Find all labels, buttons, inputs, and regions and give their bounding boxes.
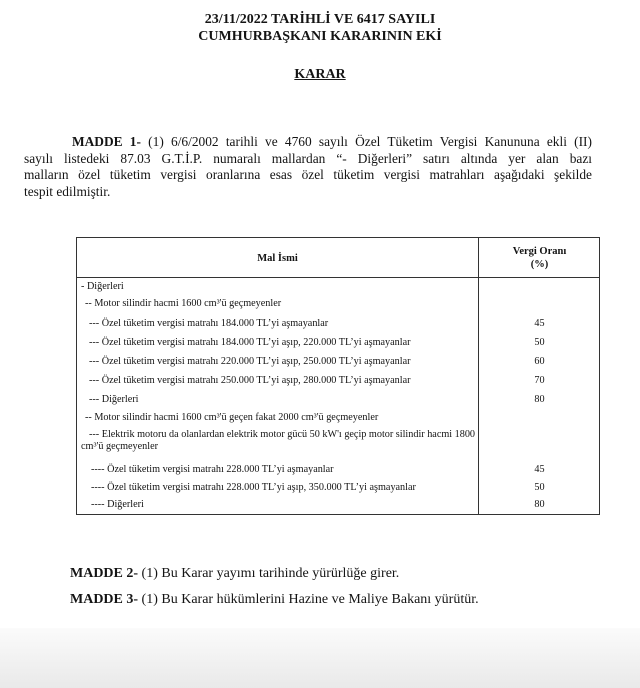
page-bottom-shadow: [0, 628, 640, 688]
section-heading: KARAR: [294, 67, 346, 82]
madde-1-line-4: tespit edilmiştir.: [24, 183, 111, 199]
document-title-line2: CUMHURBAŞKANI KARARININ EKİ: [198, 29, 442, 44]
madde-1-label: MADDE 1-: [72, 134, 141, 149]
madde-3-paragraph: MADDE 3- (1) Bu Karar hükümlerini Hazine ve Maliye Bakanı yürütür.: [70, 592, 479, 607]
document-title-line1: 23/11/2022 TARİHLİ VE 6417 SAYILI: [204, 12, 436, 27]
tax-rate-table: Mal İsmi Vergi Oranı (%) - Diğerleri -- Motor silindir hacmi 1600 cm³'ü geçmeyenler --- Özel tüketim vergisi matrahı 184.000 TL’yi aşmayanlar 45 --- Özel tüketim vergisi matrahı 184.000 TL’yi aşıp, 220.000 TL’yi aşmayanlar 50 --- Özel tüketim vergisi matrahı 220.000 TL’yi aşıp, 250.000 TL’yi aşmayanlar 60 --- Özel tüketim vergisi matrahı 250.000 TL’yi aşıp, 280.000 TL’yi aşmayanlar 70 --- Diğerleri 80 -- Motor silindir hacmi 1600 cm³'ü geçen fakat 2000 cm³'ü geçmeyenler --- Elektrik motoru da olanlardan elektrik motor gücü 50 kW'ı geçip motor silindir hacmi 1800 cm³'ü geçmeyenler ---- Özel tüketim vergisi matrahı 228.000 TL’yi aşmayanlar 45 ---- Özel tüketim vergisi matrahı 228.000 TL’yi aşıp, 350.000 TL’yi aşmayanlar 50 ---- Diğerleri 80: [76, 237, 600, 515]
madde-1-paragraph: [24, 134, 592, 200]
madde-1-line-1: MADDE 1- (1) 6/6/2002 tarihli ve 4760 sayılı Özel Tüketim Vergisi Kanununa ekli (II): [72, 134, 592, 149]
madde-1-line-2: sayılı listedeki 87.03 G.T.İ.P. numaralı mallardan “- Diğerleri” satırı altında yer alan bazı: [24, 150, 592, 166]
column-header-item-name: Mal İsmi: [77, 238, 479, 278]
madde-2-label: MADDE 2-: [70, 566, 139, 581]
madde-2-paragraph: MADDE 2- (1) Bu Karar yayımı tarihinde yürürlüğe girer.: [70, 566, 400, 581]
table-header: [77, 238, 599, 278]
madde-1-line-3: malların özel tüketim vergisi oranlarına esas özel tüketim vergisi matrahları aşağıdaki şekilde: [24, 167, 592, 182]
madde-3-label: MADDE 3-: [70, 592, 139, 607]
column-header-tax-rate: Vergi Oranı (%): [512, 246, 567, 270]
